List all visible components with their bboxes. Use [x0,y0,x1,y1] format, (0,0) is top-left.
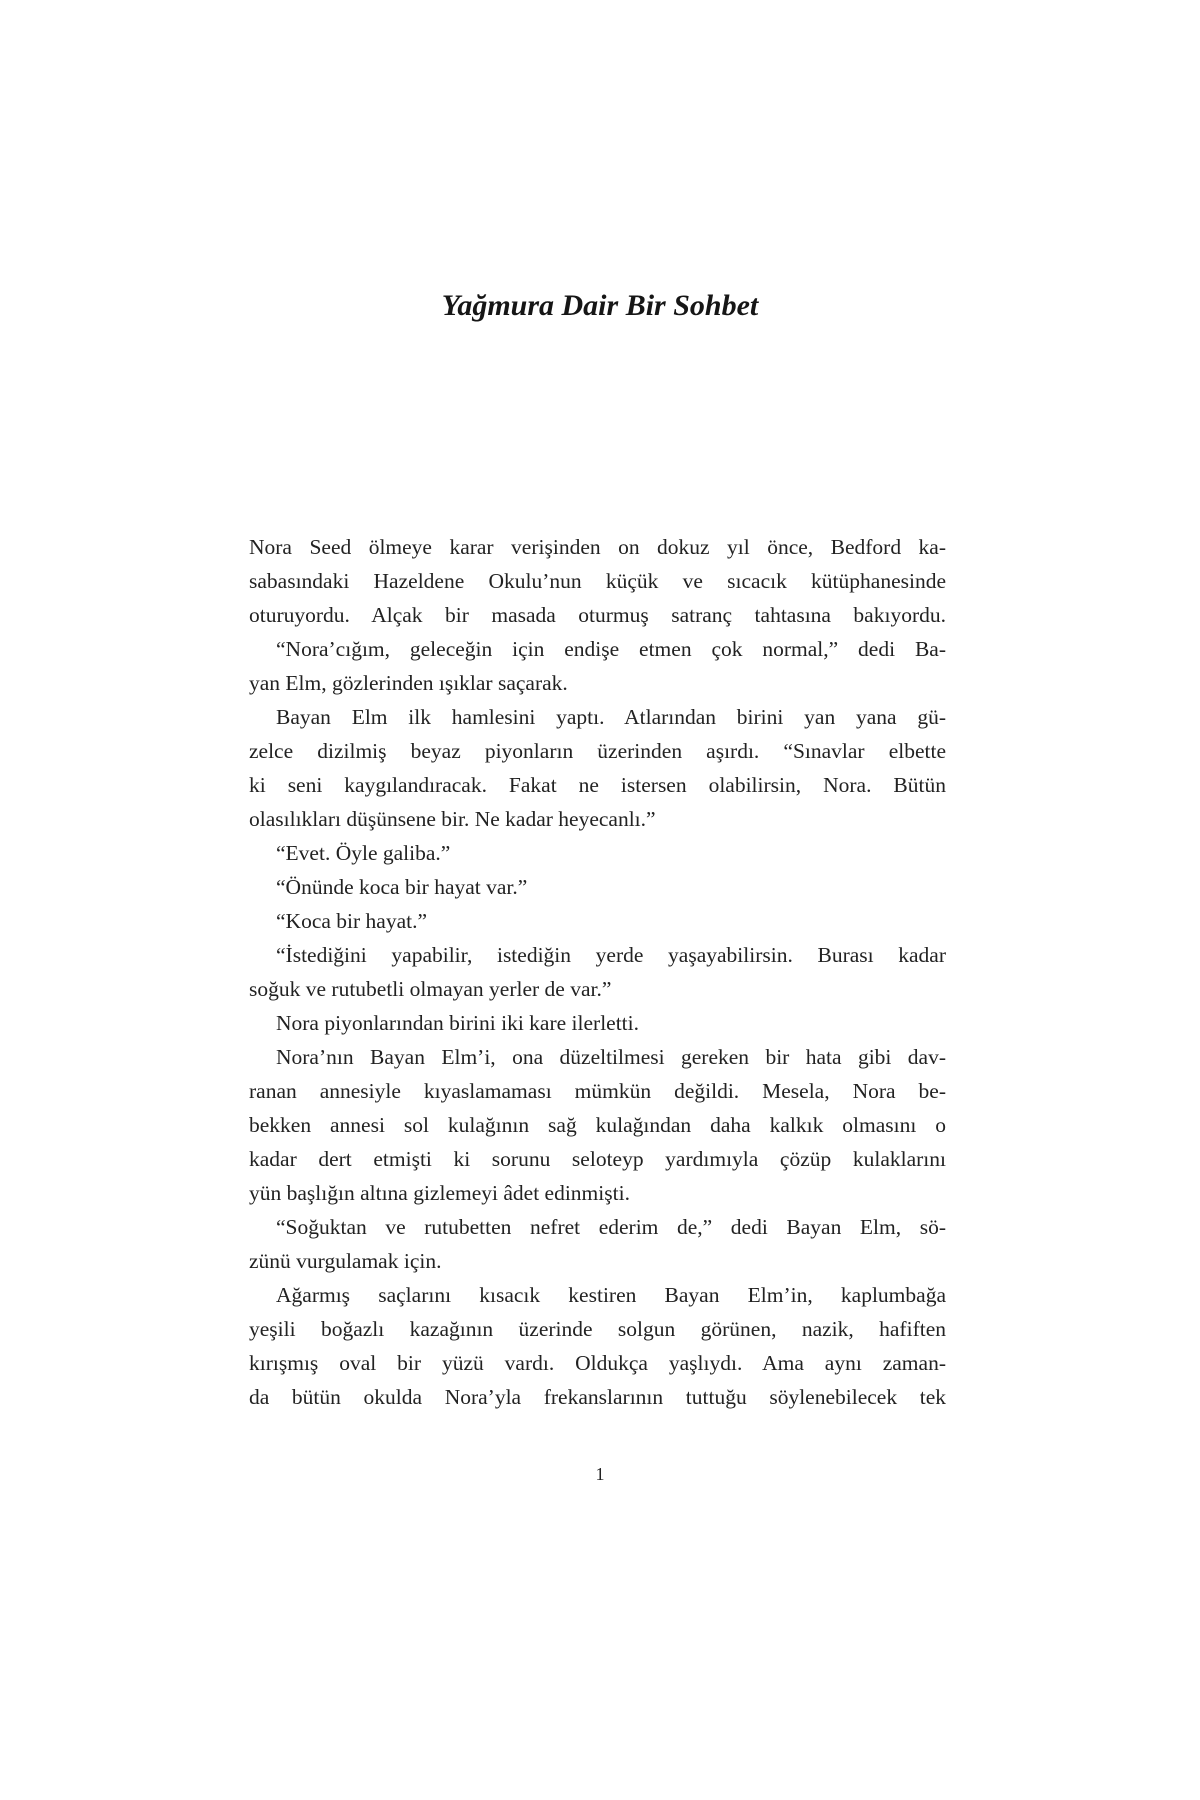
text-line: Nora Seed ölmeye karar verişinden on dokuz yıl önce, Bedford ka- [249,535,946,559]
text-line: “Önünde koca bir hayat var.” [276,875,528,899]
text-line: bekken annesi sol kulağının sağ kulağından daha kalkık olmasını o [249,1113,946,1137]
text-line: “Nora’cığım, geleceğin için endişe etmen çok normal,” dedi Ba- [276,637,946,661]
text-line: Nora’nın Bayan Elm’i, ona düzeltilmesi gereken bir hata gibi dav- [276,1045,946,1069]
text-line: “Evet. Öyle galiba.” [276,841,451,865]
text-line: “İstediğini yapabilir, istediğin yerde yaşayabilirsin. Burası kadar [276,943,946,967]
body-text [249,530,946,1414]
text-line: ki seni kaygılandıracak. Fakat ne istersen olabilirsin, Nora. Bütün [249,773,946,797]
text-line: yün başlığın altına gizlemeyi âdet edinmişti. [249,1181,630,1205]
page-number: 1 [595,1464,605,1484]
text-line: kadar dert etmişti ki sorunu seloteyp yardımıyla çözüp kulaklarını [249,1147,946,1171]
text-line: “Koca bir hayat.” [276,909,428,933]
text-line: olasılıkları düşünsene bir. Ne kadar heyecanlı.” [249,807,656,831]
text-line: da bütün okulda Nora’yla frekanslarının tuttuğu söylenebilecek tek [249,1385,946,1409]
text-line: sabasındaki Hazeldene Okulu’nun küçük ve sıcacık kütüphanesinde [249,569,946,593]
text-line: yeşili boğazlı kazağının üzerinde solgun görünen, nazik, hafiften [249,1317,946,1341]
text-line: soğuk ve rutubetli olmayan yerler de var.” [249,977,612,1001]
text-line: yan Elm, gözlerinden ışıklar saçarak. [249,671,568,695]
text-line: zelce dizilmiş beyaz piyonların üzerinden aşırdı. “Sınavlar elbette [249,739,946,763]
text-line: Nora piyonlarından birini iki kare ilerletti. [276,1011,640,1035]
text-line: Bayan Elm ilk hamlesini yaptı. Atlarından birini yan yana gü- [276,705,946,729]
text-line: ranan annesiyle kıyaslamaması mümkün değildi. Mesela, Nora be- [249,1079,946,1103]
text-line: Ağarmış saçlarını kısacık kestiren Bayan Elm’in, kaplumbağa [276,1283,946,1307]
text-line: kırışmış oval bir yüzü vardı. Oldukça yaşlıydı. Ama aynı zaman- [249,1351,946,1375]
text-line: “Soğuktan ve rutubetten nefret ederim de,” dedi Bayan Elm, sö- [276,1215,946,1239]
chapter-title: Yağmura Dair Bir Sohbet [441,289,759,322]
text-line: zünü vurgulamak için. [249,1249,442,1273]
text-line: oturuyordu. Alçak bir masada oturmuş satranç tahtasına bakıyordu. [249,603,946,627]
